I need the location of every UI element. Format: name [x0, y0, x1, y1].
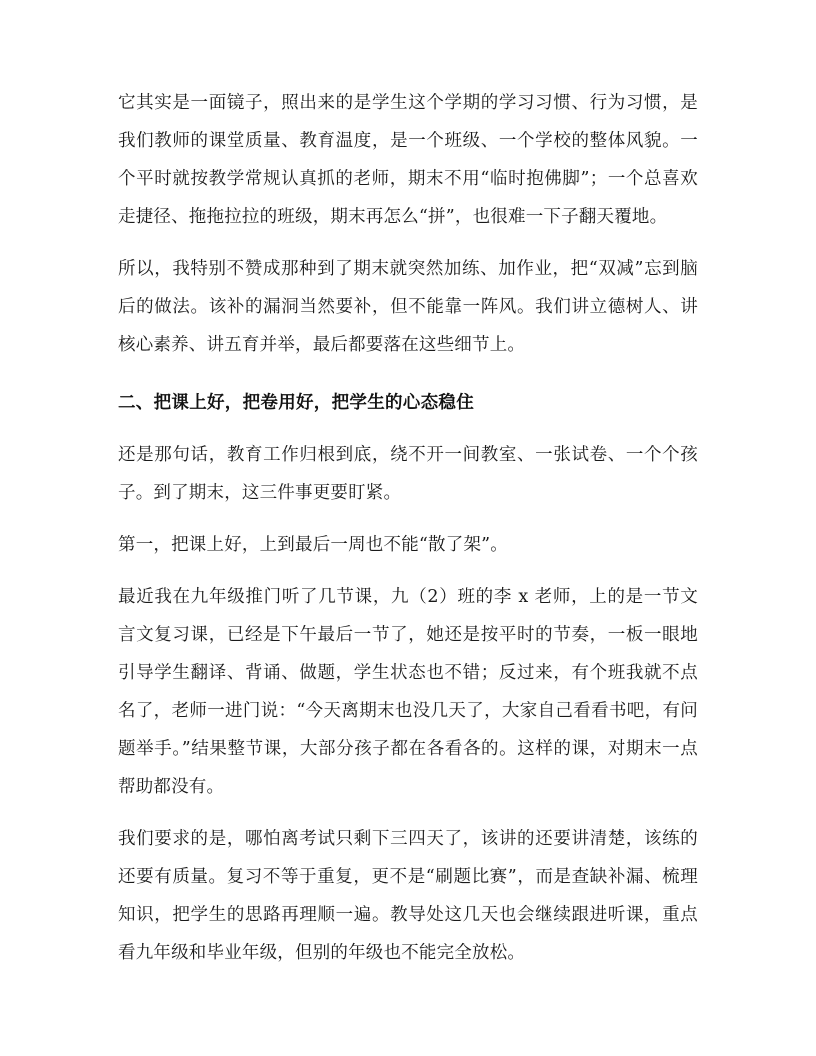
heading-section-two: 二、把课上好，把卷用好，把学生的心态稳住 [118, 393, 474, 413]
paragraph-three-things: 还是那句话，教育工作归根到底，绕不开一间教室、一张试卷、一个个孩子。到了期末，这三件事更要盯紧。 [118, 445, 698, 503]
paragraph-requirements: 我们要求的是，哪怕离考试只剩下三四天了，该讲的还要讲清楚，该练的还要有质量。复习不等于重复，更不是“刷题比赛”，而是查缺补漏、梳理知识，把学生的思路再理顺一遍。教导处这几天也会继续跟进听课，重点看九年级和毕业年级，但别的年级也不能完全放松。 [118, 829, 698, 963]
document-body [118, 84, 698, 972]
paragraph-class-observation: 最近我在九年级推门听了几节课，九（2）班的李 x 老师，上的是一节文言文复习课，已经是下午最后一节了，她还是按平时的节奏，一板一眼地引导学生翻译、背诵、做题，学生状态也不错；反过来，有个班我就不点名了，老师一进门说：“今天离期末也没几天了，大家自己看看书吧，有问题举手。”结果整节课，大部分孩子都在各看各的。这样的课，对期末一点帮助都没有。 [118, 587, 698, 797]
paragraph-mirror: 它其实是一面镜子，照出来的是学生这个学期的学习习惯、行为习惯，是我们教师的课堂质量、教育温度，是一个班级、一个学校的整体风貌。一个平时就按教学常规认真抓的老师，期末不用“临时抱佛脚”；一个总喜欢走捷径、拖拖拉拉的班级，期末再怎么“拼”，也很难一下子翻天覆地。 [118, 93, 698, 227]
paragraph-suddenly-drill: 所以，我特别不赞成那种到了期末就突然加练、加作业，把“双减”忘到脑后的做法。该补的漏洞当然要补，但不能靠一阵风。我们讲立德树人、讲核心素养、讲五育并举，最后都要落在这些细节上。 [118, 259, 698, 355]
paragraph-first-point: 第一，把课上好，上到最后一周也不能“散了架”。 [118, 535, 508, 555]
